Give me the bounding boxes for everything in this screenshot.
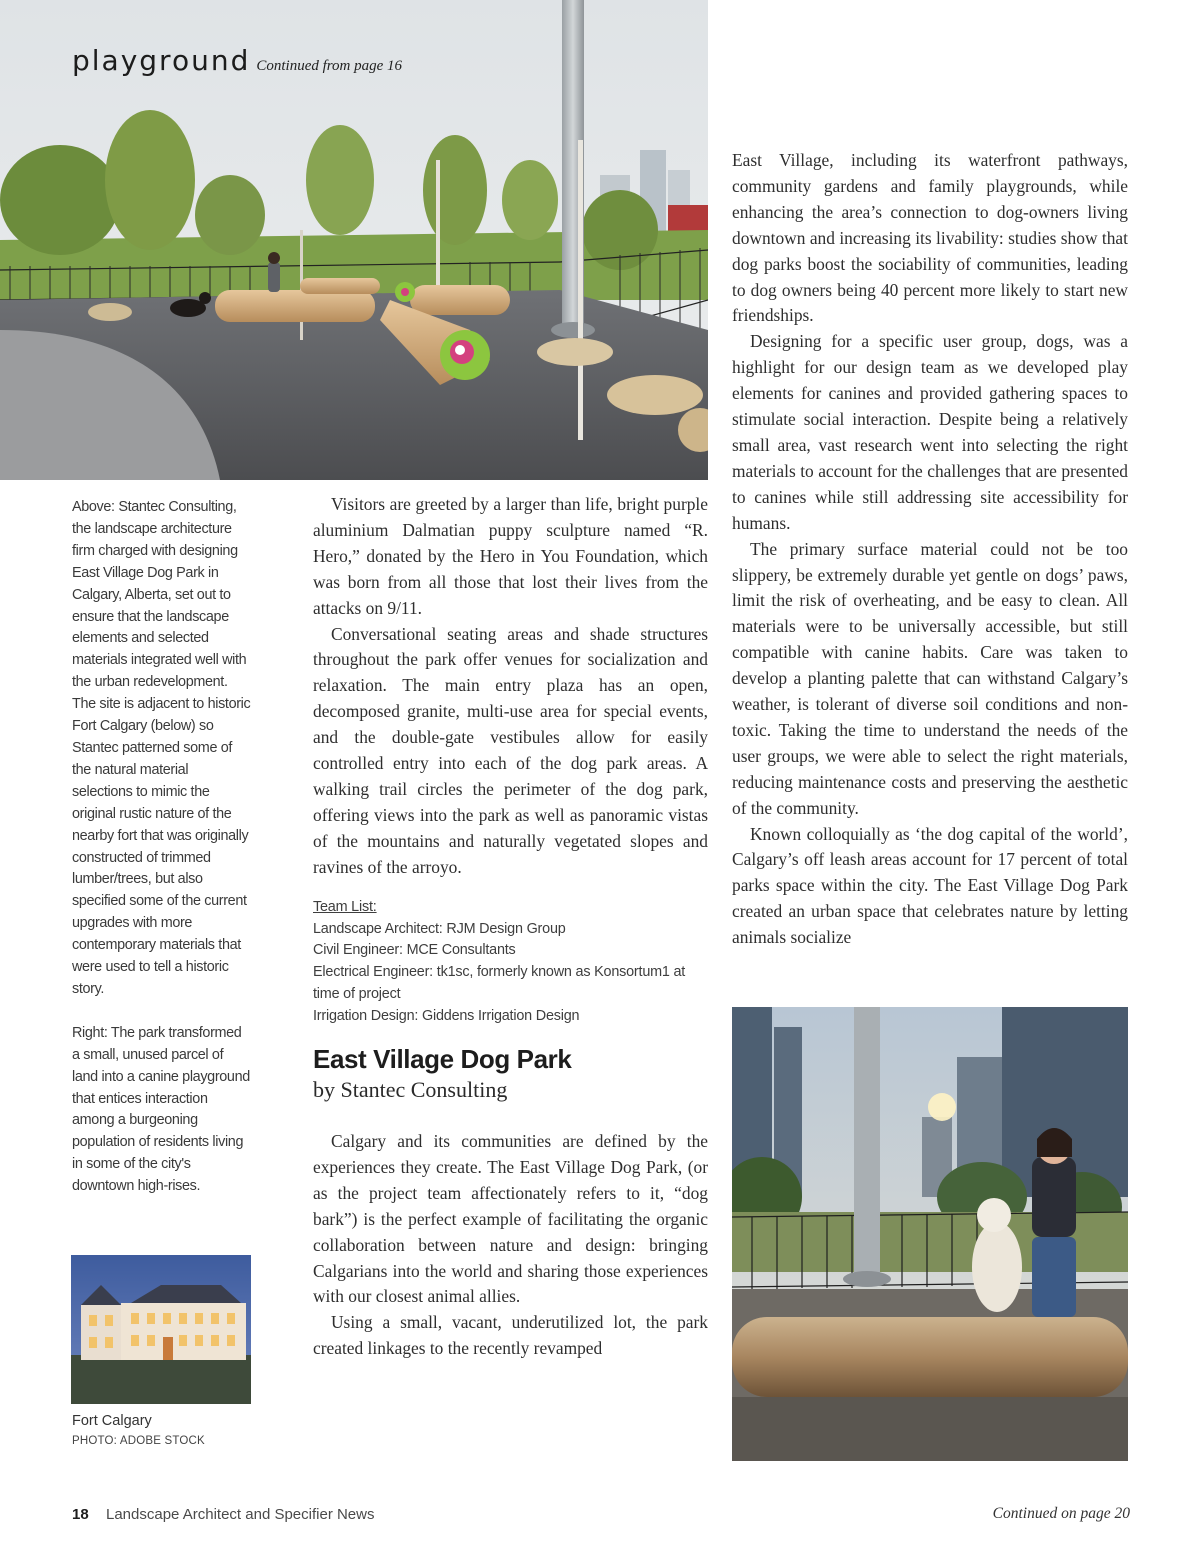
middle-column [313,492,708,1362]
sidebar-captions [72,497,252,1220]
page-footer [72,1506,1130,1528]
continued-on-note: Continued on page 20 [992,1505,1130,1522]
photo-credit: PHOTO: ADOBE STOCK [72,1435,205,1447]
caption-above: Above: Stantec Consulting, the landscape architecture firm charged with designing East Village Dog Park in Calgary, Alberta, set out to ensure that the landscape elements and selected materials integrated well with the urban redevelopment. The site is adjacent to historic Fort Calgary (below) so Stantec patterned some of the natural material selections to mimic the original rustic nature of the nearby fort that was originally constructed of trimmed lumber/trees, but also specified some of the current upgrades with more contemporary materials that were used to tell a historic story. [72,499,251,997]
body-paragraph: Known colloquially as ‘the dog capital of the world’, Calgary’s off leash areas account for 17 percent of total parks space within the city. The East Village Dog Park created an urban space that celebrates nature by letting animals socialize [732,823,1128,948]
body-paragraph: Using a small, vacant, underutilized lot, the park created linkages to the recently revamped [313,1312,708,1359]
hero-photo [0,0,708,480]
body-paragraph: Visitors are greeted by a larger than life, bright purple aluminium Dalmatian puppy sculpture named “R. Hero,” donated by the Hero in You Foundation, which was born from all those that lost their lives from the attacks on 9/11. [313,494,708,618]
woman-dog-log-illustration [732,1007,1128,1461]
team-landscape-architect: Landscape Architect: RJM Design Group [313,920,566,937]
continued-from-note: Continued from page 16 [256,58,403,74]
article-title: East Village Dog Park [313,1044,572,1075]
fort-caption-title: Fort Calgary [72,1413,152,1429]
body-paragraph: East Village, including its waterfront pathways, community gardens and family playgrounds, while enhancing the area’s connection to dog-owners living downtown and increasing its livability: studies show that dog parks boost the sociability of communities, leading to dog owners being 40 percent more likely to start new friendships. [732,150,1128,326]
fort-calgary-illustration [71,1255,251,1404]
team-list [313,897,708,1028]
team-irrigation-design: Irrigation Design: Giddens Irrigation Design [313,1008,580,1025]
body-paragraph: Designing for a specific user group, dogs, was a highlight for our design team as we developed play elements for canines and provided gathering spaces to stimulate social interaction. Despite being a relatively small area, vast research went into selecting the right materials to account for the challenges that are presented to canines while still addressing site accessibility for humans. [732,331,1128,533]
body-paragraph: The primary surface material could not be too slippery, be extremely durable yet gentle on dogs’ paws, limit the risk of overheating, and be easy to clean. All materials were to be universally accessible, but still compatible with canine habits. Care was taken to develop a planting palette that can withstand Calgary’s weather, is tolerant of diverse soil conditions and non-toxic. Taking the time to understand the needs of the user groups, we were able to select the right materials, reducing maintenance costs and preserving the aesthetic of the community. [732,538,1128,818]
body-paragraph: Calgary and its communities are defined by the experiences they create. The East Village Dog Park, (or as the project team affectionately refers to it, “dog bark”) is the perfect example of facilitating the organic collaboration between nature and design: bringing Calgarians into the world and sharing those experiences with our closest animal allies. [313,1131,708,1307]
body-paragraph: Conversational seating areas and shade structures throughout the park offer venues for socialization and relaxation. The main entry plaza has an open, decomposed granite, multi-use area for special events, and the double-gate vestibules allow for easily controlled entry into each of the dog park areas. A walking trail circles the perimeter of the dog park, offering views into the park as well as panoramic vistas of the mountains and naturally vegetated slopes and ravines of the arroyo. [313,623,708,877]
section-header [72,44,402,77]
fort-calgary-photo [71,1255,251,1404]
publication-name: Landscape Architect and Specifier News [106,1506,375,1523]
team-list-heading: Team List: [313,898,377,915]
fort-caption [72,1411,252,1451]
team-electrical-engineer: Electrical Engineer: tk1sc, formerly known as Konsortum1 at time of project [313,964,686,1003]
woman-with-dog-photo [732,1007,1128,1461]
team-civil-engineer: Civil Engineer: MCE Consultants [313,942,516,959]
page-number: 18 [72,1506,89,1523]
right-column [732,148,1128,951]
section-label: playground [72,44,251,77]
article-byline: by Stantec Consulting [313,1077,508,1103]
caption-right: Right: The park transformed a small, unused parcel of land into a canine playground that entices interaction among a burgeoning population of residents living in some of the city's downtown high-rises. [72,1024,250,1195]
